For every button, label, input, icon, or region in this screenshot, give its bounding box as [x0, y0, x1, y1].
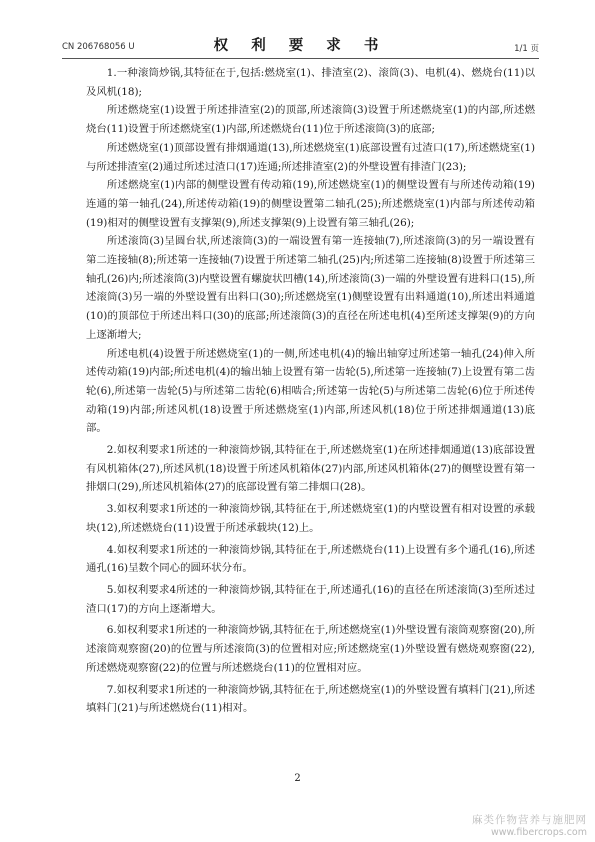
claim-5: 5.如权利要求4所述的一种滚筒炒锅,其特征在于,所述通孔(16)的直径在所述滚筒(3)至所述过渣口(17)的方向上逐渐增大。: [86, 583, 535, 615]
claim-6: 6.如权利要求1所述的一种滚筒炒锅,其特征在于,所述燃烧室(1)外壁设置有滚筒观察窗(20),所述滚筒观察窗(20)的位置与所述滚筒(3)的位置相对应;所述燃烧室(1)外壁设置有燃烧观察窗(22),所述燃烧观察窗(22)的位置与所述燃烧台(11)的位置相对应。: [86, 624, 535, 674]
claim-4: 4.如权利要求1所述的一种滚筒炒锅,其特征在于,所述燃烧台(11)上设置有多个通孔(16),所述通孔(16)呈数个同心的圆环状分布。: [86, 543, 535, 575]
claim-1-paragraph: 所述燃烧室(1)设置于所述排渣室(2)的顶部,所述滚筒(3)设置于所述燃烧室(1)的内部,所述燃烧台(11)设置于所述燃烧室(1)内部,所述燃烧台(11)位于所述滚筒(3)的底部;: [86, 104, 535, 136]
watermark: [472, 812, 587, 838]
claims-body: [86, 64, 535, 718]
claim-1-paragraph: 所述电机(4)设置于所述燃烧室(1)的一侧,所述电机(4)的输出轴穿过所述第一轴孔(24)伸入所述传动箱(19)内部;所述电机(4)的输出轴上设置有第一齿轮(5),所述第一连接轴(7)上设置有第二齿轮(6),所述第一齿轮(5)与所述第二齿轮(6)相啮合;所述第一齿轮(5)与所述第二齿轮(6)位于所述传动箱(19)内部;所述风机(18)设置于所述燃烧室(1)内部,所述风机(18)位于所述排烟通道(13)底部。: [86, 347, 535, 435]
page-number: 2: [294, 773, 301, 784]
claim-1-paragraph: 所述燃烧室(1)内部的侧壁设置有传动箱(19),所述燃烧室(1)的侧壁设置有与所述传动箱(19)连通的第一轴孔(24),所述传动箱(19)的侧壁设置第二轴孔(25);所述燃烧室(1)内部与所述传动箱(19)相对的侧壁设置有支撑架(9),所述支撑架(9)上设置有第三轴孔(26);: [86, 179, 535, 229]
document-title: 权 利 要 求 书: [213, 37, 388, 54]
claim-3: 3.如权利要求1所述的一种滚筒炒锅,其特征在于,所述燃烧室(1)的内壁设置有相对设置的承载块(12),所述燃烧台(11)设置于所述承载块(12)上。: [86, 503, 535, 534]
claim-1-paragraph: 所述燃烧室(1)顶部设置有排烟通道(13),所述燃烧室(1)底部设置有过渣口(17),所述燃烧室(1)与所述排渣室(2)通过所述过渣口(17)连通;所述排渣室(2)的外壁设置有排渣门(23);: [86, 141, 535, 173]
watermark-text: 麻类作物营养与施肥网: [472, 814, 587, 826]
page-header: [62, 30, 539, 56]
claim-7: 7.如权利要求1所述的一种滚筒炒锅,其特征在于,所述燃烧室(1)的外壁设置有填料门(21),所述填料门(21)与所述燃烧台(11)相对。: [86, 683, 535, 715]
header-rule: [62, 58, 539, 59]
page-count: 1/1 页: [514, 44, 539, 54]
claim-1-preamble: 1.一种滚筒炒锅,其特征在于,包括:燃烧室(1)、排渣室(2)、滚筒(3)、电机(4)、燃烧台(11)以及风机(18);: [86, 67, 535, 98]
claim-1-paragraph: 所述滚筒(3)呈圆台状,所述滚筒(3)的一端设置有第一连接轴(7),所述滚筒(3)的另一端设置有第二连接轴(8);所述第一连接轴(7)设置于所述第二轴孔(25)内;所述第二连接轴(8)设置于所述第三轴孔(26)内;所述滚筒(3)内壁设置有螺旋状凹槽(14),所述滚筒(3)一端的外壁设置有进料口(15),所述滚筒(3)另一端的外壁设置有出料口(30);所述燃烧室(1)侧壁设置有出料通道(10),所述出料通道(10)的顶部位于所述出料口(30)的底部;所述滚筒(3)的直径在所述电机(4)至所述支撑架(9)的方向上逐渐增大;: [86, 235, 535, 341]
claim-2: 2.如权利要求1所述的一种滚筒炒锅,其特征在于,所述燃烧室(1)在所述排烟通道(13)底部设置有风机箱体(27),所述风机(18)设置于所述风机箱体(27)内部,所述风机箱体(27)的侧壁设置有第一排烟口(29),所述风机箱体(27)的底部设置有第二排烟口(28)。: [86, 444, 535, 494]
publication-number: CN 206768056 U: [62, 42, 135, 52]
watermark-url: www.fibercrops.com: [490, 827, 587, 838]
